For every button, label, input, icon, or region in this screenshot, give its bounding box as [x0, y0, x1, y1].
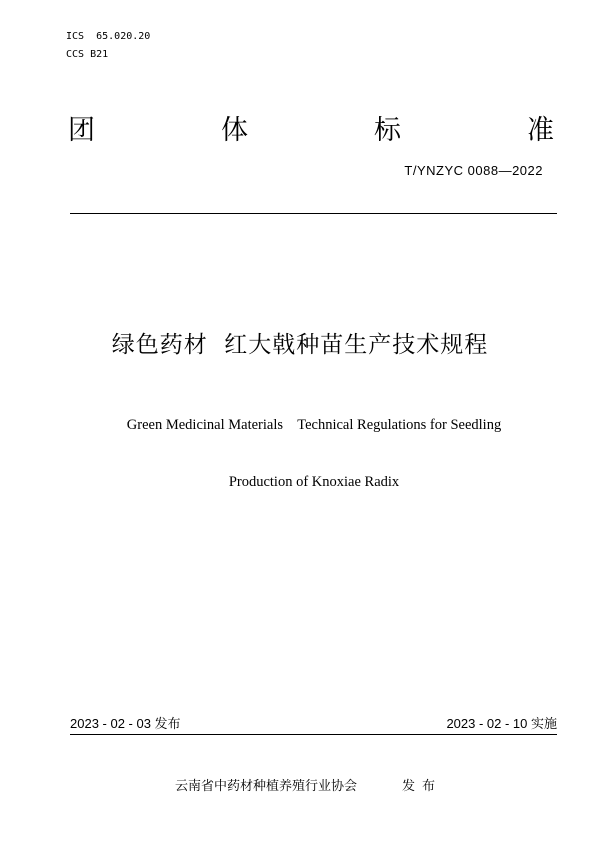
- standard-type-char: 标: [374, 115, 401, 146]
- bottom-divider: [70, 734, 557, 735]
- ccs-code-row: [66, 46, 150, 64]
- implementation-date: 2023 - 02 - 10 实施: [446, 716, 557, 731]
- issue-date: 2023 - 02 - 03 发布: [70, 716, 181, 731]
- title-english: [0, 378, 600, 511]
- ics-value: 65.020.20: [96, 31, 151, 42]
- ccs-label: CCS: [66, 49, 85, 60]
- publisher-name: 云南省中药材种植养殖行业协会: [175, 779, 358, 794]
- title-english-line2: Production of Knoxiae Radix: [228, 474, 400, 490]
- standard-type-heading: [68, 114, 554, 148]
- publish-label: 发布: [402, 779, 443, 794]
- standard-number: T/YNZYC 0088—2022: [404, 163, 543, 178]
- title-chinese: 绿色药材 红大戟种苗生产技术规程: [111, 332, 489, 358]
- top-divider: [70, 213, 557, 214]
- standard-type-char: 准: [527, 115, 554, 146]
- classification-codes: [66, 28, 150, 64]
- ics-label: ICS: [66, 31, 85, 42]
- standard-type-char: 团: [68, 115, 95, 146]
- title-english-line1: Green Medicinal Materials Technical Regulations for Seedling: [126, 417, 502, 433]
- ics-code-row: [66, 28, 150, 46]
- ccs-value: B21: [90, 49, 109, 60]
- standard-type-char: 体: [221, 115, 248, 146]
